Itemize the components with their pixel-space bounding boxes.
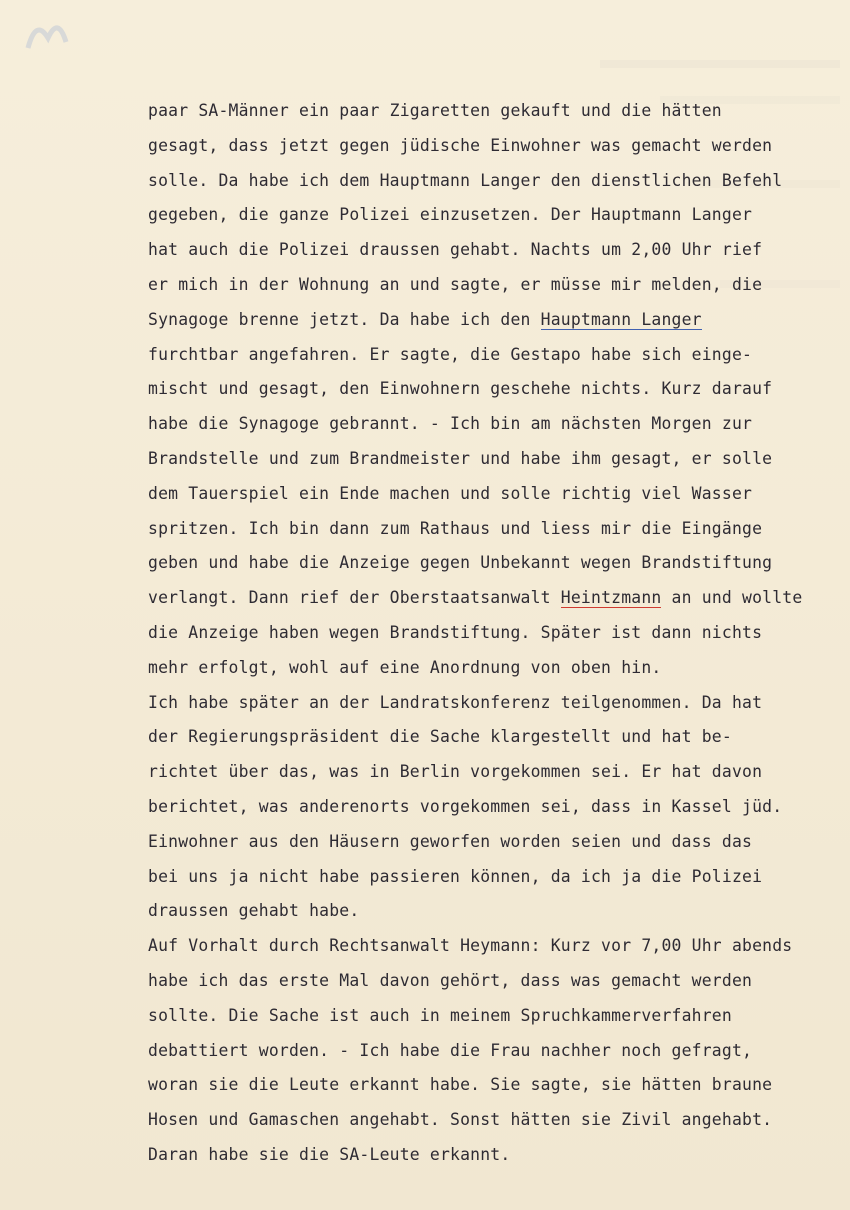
text-line: die Anzeige haben wegen Brandstiftung. Später ist dann nichts	[148, 622, 763, 642]
text-line: draussen gehabt habe.	[148, 901, 360, 921]
text-line: habe die Synagoge gebrannt. - Ich bin am nächsten Morgen zur	[148, 414, 753, 434]
text-line: der Regierungspräsident die Sache klargestellt und hat be-	[148, 727, 732, 747]
text-line: Ich habe später an der Landratskonferenz teilgenommen. Da hat	[148, 692, 763, 712]
text-segment: Synagoge brenne jetzt. Da habe ich den	[148, 309, 541, 329]
text-segment: verlangt. Dann rief der Oberstaatsanwalt	[148, 588, 561, 608]
text-line: sollte. Die Sache ist auch in meinem Spruchkammerverfahren	[148, 1005, 732, 1025]
text-line: spritzen. Ich bin dann zum Rathaus und liess mir die Eingänge	[148, 518, 763, 538]
text-line: geben und habe die Anzeige gegen Unbekannt wegen Brandstiftung	[148, 553, 773, 573]
text-line: Brandstelle und zum Brandmeister und habe ihm gesagt, er solle	[148, 448, 773, 468]
underlined-name-blue: Hauptmann Langer	[540, 309, 702, 329]
typed-text-body	[148, 94, 848, 1173]
text-line: Daran habe sie die SA-Leute erkannt.	[148, 1144, 511, 1164]
text-line: woran sie die Leute erkannt habe. Sie sagte, sie hätten braune	[148, 1075, 773, 1095]
text-line: Hosen und Gamaschen angehabt. Sonst hätten sie Zivil angehabt.	[148, 1110, 773, 1130]
text-line: furchtbar angefahren. Er sagte, die Gestapo habe sich einge-	[148, 344, 753, 364]
text-line: mehr erfolgt, wohl auf eine Anordnung von oben hin.	[148, 657, 662, 677]
text-line: dem Tauerspiel ein Ende machen und solle richtig viel Wasser	[148, 483, 753, 503]
text-line: habe ich das erste Mal davon gehört, dass was gemacht werden	[148, 970, 753, 990]
text-line-with-blue-underline	[148, 303, 848, 338]
text-line: gesagt, dass jetzt gegen jüdische Einwohner was gemacht werden	[148, 135, 773, 155]
text-line: Einwohner aus den Häusern geworfen worden seien und dass das	[148, 831, 753, 851]
text-line: er mich in der Wohnung an und sagte, er müsse mir melden, die	[148, 274, 763, 294]
text-line: solle. Da habe ich dem Hauptmann Langer den dienstlichen Befehl	[148, 170, 783, 190]
text-line: gegeben, die ganze Polizei einzusetzen. Der Hauptmann Langer	[148, 205, 753, 225]
text-line: mischt und gesagt, den Einwohnern geschehe nichts. Kurz darauf	[148, 379, 773, 399]
text-line: paar SA-Männer ein paar Zigaretten gekauft und die hätten	[148, 101, 722, 120]
text-line: debattiert worden. - Ich habe die Frau nachher noch gefragt,	[148, 1040, 753, 1060]
text-line: hat auch die Polizei draussen gehabt. Nachts um 2,00 Uhr rief	[148, 240, 763, 260]
corner-stamp-mark	[18, 8, 78, 78]
text-line: richtet über das, was in Berlin vorgekommen sei. Er hat davon	[148, 762, 763, 782]
text-line: bei uns ja nicht habe passieren können, da ich ja die Polizei	[148, 866, 763, 886]
underlined-name-red: Heintzmann	[560, 588, 662, 608]
text-line-with-red-underline	[148, 581, 848, 616]
text-line: Auf Vorhalt durch Rechtsanwalt Heymann: Kurz vor 7,00 Uhr abends	[148, 936, 793, 956]
text-segment: an und wollte	[661, 588, 803, 608]
text-line: berichtet, was anderenorts vorgekommen sei, dass in Kassel jüd.	[148, 796, 783, 816]
